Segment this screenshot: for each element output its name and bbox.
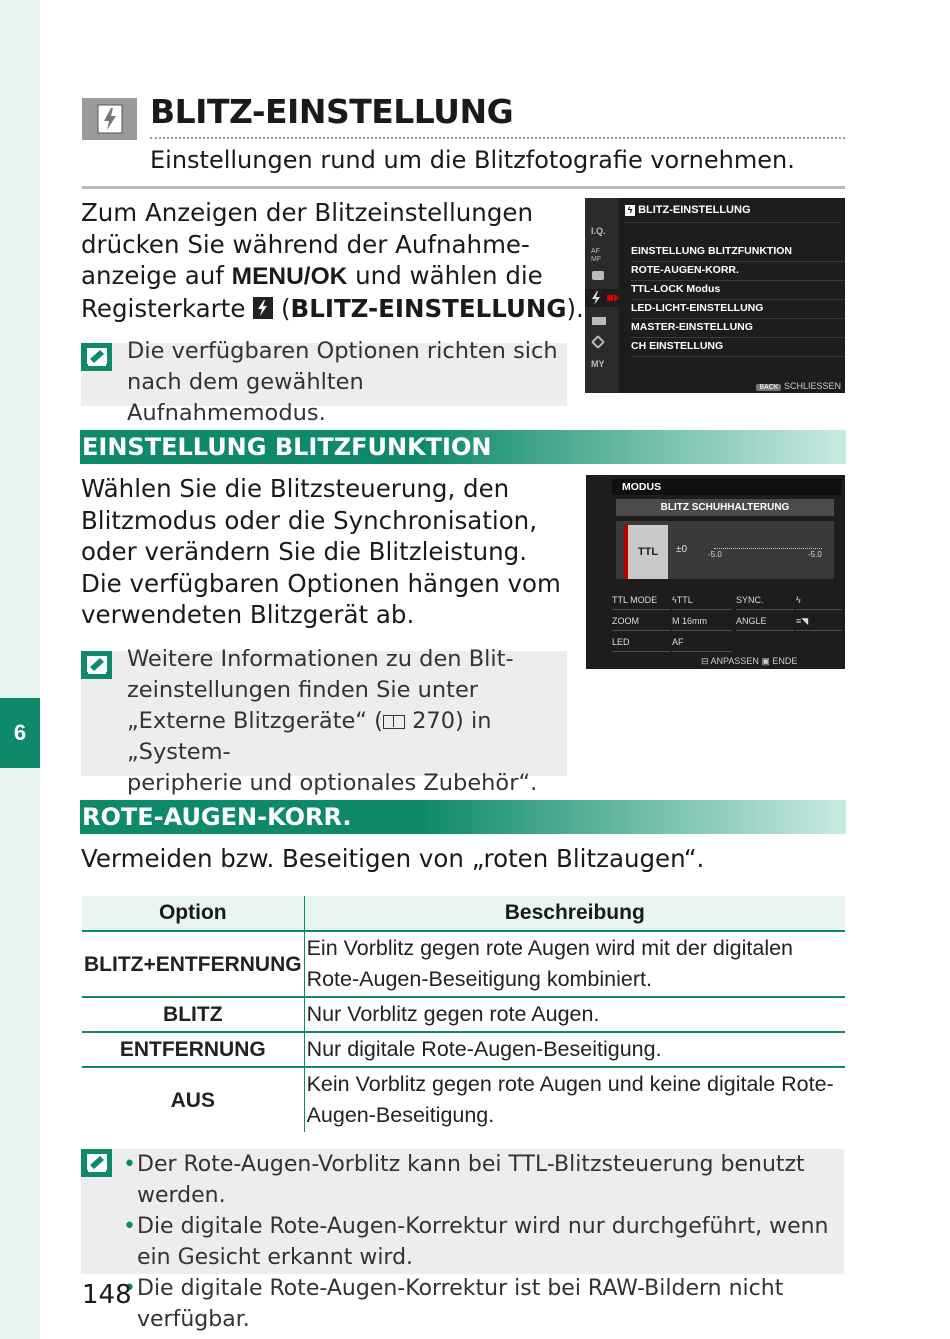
note-text <box>127 644 567 799</box>
book-icon <box>383 715 405 729</box>
menu-footer <box>756 381 841 391</box>
intro-text: anzeige auf <box>81 261 232 290</box>
camera-icon <box>592 271 604 280</box>
table-header-row <box>82 896 845 931</box>
menu-title-rule <box>625 222 839 223</box>
scale-max: -5.0 <box>808 550 822 559</box>
note-line: nach dem gewählten Aufnahmemodus. <box>127 369 364 426</box>
intro-line <box>81 260 584 293</box>
paragraph-line: verwendeten Blitzgerät ab. <box>81 600 415 629</box>
note-line: Weitere Informationen zu den Blit- <box>127 646 514 672</box>
option-cell: ENTFERNUNG <box>82 1032 304 1067</box>
menu-item[interactable]: LED-LICHT-EINSTELLUNG <box>631 299 845 319</box>
intro-paragraph <box>81 197 584 324</box>
flash-settings-grid <box>612 591 842 655</box>
flash-tab-active <box>585 289 619 307</box>
menu-item[interactable]: CH EINSTELLUNG <box>631 337 845 357</box>
option-cell: BLITZ <box>82 997 304 1032</box>
flash-icon: ϟ <box>625 205 635 216</box>
intro-text: Registerkarte <box>81 293 254 323</box>
list-item: • Der Rote-Augen-Vorblitz kann bei TTL-Blitzsteuerung benutzt werden. <box>123 1149 838 1211</box>
iq-tab: I.Q. <box>591 226 606 236</box>
modus-label: MODUS <box>612 479 842 495</box>
column-header: Option <box>82 896 304 931</box>
af-mf-tab: AF MF <box>591 248 602 263</box>
options-table <box>82 896 845 1132</box>
note-line: Die verfügbaren Optionen richten sich <box>127 338 558 364</box>
setting-label: ZOOM <box>612 612 670 631</box>
description-line: Ein Vorblitz gegen rote Augen wird mit der digitalen <box>306 936 794 960</box>
setting-value[interactable]: M 16mm <box>672 612 732 631</box>
paragraph-line: Blitzmodus oder die Synchronisation, <box>81 505 538 535</box>
flash-icon <box>82 98 137 140</box>
paragraph-line: Wählen Sie die Blitzsteuerung, den <box>81 474 510 503</box>
list-item: • Die digitale Rote-Augen-Korrektur wird nur durchgeführt, wenn ein Gesicht erkannt wird. <box>123 1211 838 1273</box>
page-number: 148 <box>82 1280 132 1310</box>
flash-footer: ⊟ ANPASSEN ▣ ENDE <box>701 656 798 666</box>
intro-text: ). <box>566 293 584 323</box>
section-heading: EINSTELLUNG BLITZFUNKTION <box>80 430 846 464</box>
intro-line: Zum Anzeigen der Blitzeinstellungen <box>81 198 533 227</box>
compensation-scale <box>714 548 822 549</box>
note-line: peripherie und optionales Zubehör“. <box>127 770 538 796</box>
paragraph-line: oder verändern Sie die Blitzleistung. <box>81 537 528 566</box>
description-cell: Nur digitale Rote-Augen-Beseitigung. <box>304 1032 845 1067</box>
section-heading: ROTE-AUGEN-KORR. <box>80 800 846 834</box>
section2-intro: Vermeiden bzw. Beseitigen von „roten Blitzaugen“. <box>81 844 705 873</box>
table-row <box>82 1067 845 1132</box>
description-cell <box>304 931 845 997</box>
note-line <box>127 706 567 768</box>
menu-ok-label: MENU/OK <box>231 263 348 290</box>
intro-text: und wählen die <box>347 261 543 290</box>
dotted-divider <box>150 137 845 139</box>
description-cell: Nur Vorblitz gegen rote Augen. <box>304 997 845 1032</box>
menu-item[interactable]: ROTE-AUGEN-KORR. <box>631 261 845 281</box>
note-text-part: „Externe Blitzgeräte“ ( <box>127 708 383 734</box>
ttl-mode-box[interactable]: TTL <box>624 525 668 579</box>
scale-min: -5.0 <box>708 550 722 559</box>
close-label: SCHLIESSEN <box>783 381 841 391</box>
adjust-label: ANPASSEN <box>710 656 759 666</box>
note-text-part: 270) in „System- <box>127 708 492 765</box>
side-strip <box>0 0 40 1339</box>
table-row <box>82 931 845 997</box>
setting-label: TTL MODE <box>612 591 670 610</box>
menu-item[interactable]: MASTER-EINSTELLUNG <box>631 318 845 338</box>
note-box <box>81 338 567 426</box>
menu-title-text: BLITZ-EINSTELLUNG <box>638 204 751 216</box>
mount-label: BLITZ SCHUHHALTERUNG <box>616 499 834 516</box>
chapter-tab: 6 <box>0 698 40 768</box>
setting-value[interactable]: ϟTTL <box>672 591 732 610</box>
note-icon <box>81 651 112 679</box>
table-row <box>82 1032 845 1067</box>
setting-label: LED <box>612 633 670 652</box>
intro-line: drücken Sie während der Aufnahme- <box>81 229 530 259</box>
column-header: Beschreibung <box>304 896 845 931</box>
movie-icon <box>592 317 606 325</box>
setting-value[interactable]: AF <box>672 633 732 652</box>
option-cell: AUS <box>82 1067 304 1132</box>
paragraph-line: Die verfügbaren Optionen hängen vom <box>81 568 561 598</box>
menu-title <box>625 204 751 216</box>
description-cell <box>304 1067 845 1132</box>
page-subtitle: Einstellungen rund um die Blitzfotografie vornehmen. <box>150 146 795 174</box>
header-rule <box>82 186 845 189</box>
list-item: • Die digitale Rote-Augen-Korrektur ist bei RAW-Bildern nicht verfügbar. <box>123 1273 838 1335</box>
setting-label: SYNC. <box>736 591 794 610</box>
option-cell: BLITZ+ENTFERNUNG <box>82 931 304 997</box>
section1-paragraph <box>81 473 561 631</box>
description-line: Kein Vorblitz gegen rote Augen und keine digitale Rote- <box>306 1072 834 1096</box>
compensation-value: ±0 <box>676 544 688 555</box>
description-line: Augen-Beseitigung. <box>306 1103 495 1127</box>
menu-item[interactable]: EINSTELLUNG BLITZFUNKTION <box>631 242 845 262</box>
intro-bold: BLITZ-EINSTELLUNG <box>290 293 567 323</box>
flash-tab-icon <box>253 297 273 319</box>
note-line: zeinstellungen finden Sie unter <box>127 677 479 703</box>
note-bullets <box>123 1149 838 1335</box>
back-badge: BACK <box>756 384 781 391</box>
my-menu-tab: MY <box>591 359 605 369</box>
table-row <box>82 997 845 1032</box>
setting-value[interactable]: ≡◥ <box>796 612 842 631</box>
menu-item[interactable]: TTL-LOCK Modus <box>631 280 845 300</box>
note-box <box>81 646 567 796</box>
end-label: ENDE <box>772 656 798 666</box>
description-line: Rote-Augen-Beseitigung kombiniert. <box>306 967 652 991</box>
note-icon <box>81 343 112 371</box>
camera-menu-screenshot <box>585 198 845 393</box>
intro-line <box>81 293 584 325</box>
setting-label: ANGLE <box>736 612 794 631</box>
setting-value[interactable]: ϟ <box>796 591 842 610</box>
note-icon <box>81 1149 112 1177</box>
intro-text: ( <box>273 293 291 323</box>
note-text <box>127 336 567 429</box>
page-title: BLITZ-EINSTELLUNG <box>150 92 514 131</box>
flash-settings-screenshot <box>586 475 845 669</box>
